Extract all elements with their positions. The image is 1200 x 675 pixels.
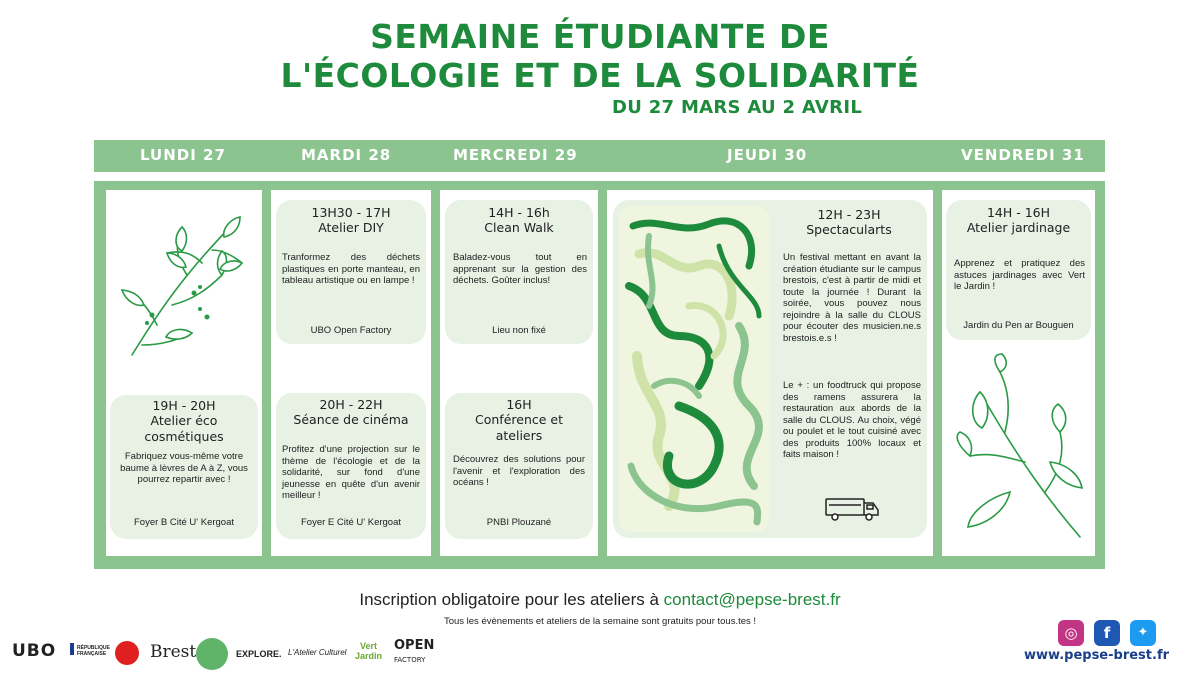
crous-logo-icon <box>115 641 139 665</box>
event-card-jardinage <box>946 200 1091 340</box>
event-title: Séance de cinéma <box>293 412 409 427</box>
day-tuesday: MARDI 28 <box>301 146 392 164</box>
event-card-spectacularts <box>613 200 927 538</box>
event-title: Atelier DIY <box>318 220 384 235</box>
jardin-logo-word: Jardin <box>355 651 383 661</box>
event-description: Profitez d'une projection sur le thème de l'écologie et de la solidarité, sur fond d'une jeunesse en quête d'un avenir meilleur ! <box>282 444 420 501</box>
event-description-foodtruck: Le + : un foodtruck qui propose des ramens assurera la restauration aux abords de la salle du CLOUS. Au choix, végé ou poulet et le tout cuisiné avec des produits 100% locaux et faits maison ! <box>783 380 921 460</box>
instagram-icon[interactable]: ◎ <box>1058 620 1084 646</box>
event-description: Tranformez des déchets plastiques en porte manteau, en tableau artistique ou en lampe ! <box>282 252 420 286</box>
page-title-line2: L'ÉCOLOGIE ET DE LA SOLIDARITÉ <box>280 56 920 95</box>
free-notice: Tous les évènements et ateliers de la semaine sont gratuits pour tous.tes ! <box>443 616 757 627</box>
event-location: UBO Open Factory <box>310 325 392 336</box>
event-time: 14H - 16H <box>986 205 1051 220</box>
twitter-icon[interactable]: ✦ <box>1130 620 1156 646</box>
event-description: Un festival mettant en avant la création étudiante sur le campus brestois, c'est à partir de midi et toute la journée ! Durant la soirée, vous pouvez nous rejoindre à la salle du CLOUS pour écouter des musicien.ne.s brestois.e.s ! <box>783 252 921 344</box>
atelier-culturel-logo: L'Atelier Culturel <box>288 648 347 657</box>
event-location: Foyer B Cité U' Kergoat <box>133 517 235 528</box>
event-title: Spectacularts <box>806 222 892 237</box>
factory-logo-word: FACTORY <box>394 656 426 664</box>
day-monday: LUNDI 27 <box>140 146 226 164</box>
inscription-text: Inscription obligatoire pour les ateliers à <box>359 590 664 609</box>
event-time: 19H - 20H <box>152 398 216 413</box>
event-time: 14H - 16h <box>488 205 550 220</box>
vert-le-jardin-logo <box>355 641 382 661</box>
event-description: Baladez-vous tout en apprenant sur la gestion des déchets. Goûter inclus! <box>453 252 587 286</box>
event-location: PNBI Plouzané <box>486 517 552 528</box>
event-description: Fabriquez vous-même votre baume à lèvres de A à Z, vous pourrez repartir avec ! <box>120 451 248 485</box>
event-title: Atelier éco cosmétiques <box>144 413 224 444</box>
event-title: Conférence et ateliers <box>475 412 563 443</box>
event-description: Découvrez des solutions pour l'avenir et l'exploration des océans ! <box>453 454 585 488</box>
facebook-icon[interactable]: f <box>1094 620 1120 646</box>
event-location: Lieu non fixé <box>492 325 546 336</box>
event-time: 12H - 23H <box>817 207 881 222</box>
event-card-cinema <box>276 393 426 539</box>
day-wednesday: MERCREDI 29 <box>453 146 578 164</box>
event-time: 20H - 22H <box>319 397 383 412</box>
contact-email-link[interactable]: contact@pepse-brest.fr <box>663 590 841 609</box>
event-card-atelier-diy <box>276 200 426 344</box>
event-location: Jardin du Pen ar Bouguen <box>963 320 1074 331</box>
days-band <box>94 140 1105 172</box>
event-card-eco-cosmetique <box>110 395 258 539</box>
event-location: Foyer E Cité U' Kergoat <box>300 517 402 528</box>
event-card-clean-walk <box>445 200 593 344</box>
event-title: Atelier jardinage <box>966 220 1071 235</box>
page-title-line1: SEMAINE ÉTUDIANTE DE <box>370 17 830 56</box>
vert-logo-word: Vert <box>360 641 378 651</box>
open-factory-logo <box>394 639 434 667</box>
plant-illustration-left <box>112 205 252 365</box>
event-description: Apprenez et pratiquez des astuces jardinages avec Vert le Jardin ! <box>954 258 1085 292</box>
ubo-logo: UBO <box>12 641 57 661</box>
open-logo-word: OPEN <box>394 638 435 653</box>
event-title: Clean Walk <box>484 220 554 235</box>
explore-logo: EXPLORE. <box>236 649 282 659</box>
plant-illustration-right <box>950 352 1090 542</box>
foodtruck-icon <box>823 496 881 522</box>
event-card-conference <box>445 393 593 539</box>
inscription-notice <box>0 590 1200 610</box>
brest-logo: Brest <box>150 642 197 662</box>
republique-flag-icon <box>70 643 74 655</box>
event-time: 13H30 - 17H <box>311 205 391 220</box>
day-friday: VENDREDI 31 <box>961 146 1085 164</box>
republique-logo: RÉPUBLIQUE FRANÇAISE <box>77 645 110 657</box>
event-dates: DU 27 MARS AU 2 AVRIL <box>612 97 863 118</box>
pepse-logo-icon <box>196 638 228 670</box>
event-time: 16H <box>506 397 532 412</box>
website-link[interactable]: www.pepse-brest.fr <box>1024 648 1170 663</box>
maze-art-illustration <box>619 206 769 532</box>
day-thursday: JEUDI 30 <box>727 146 808 164</box>
